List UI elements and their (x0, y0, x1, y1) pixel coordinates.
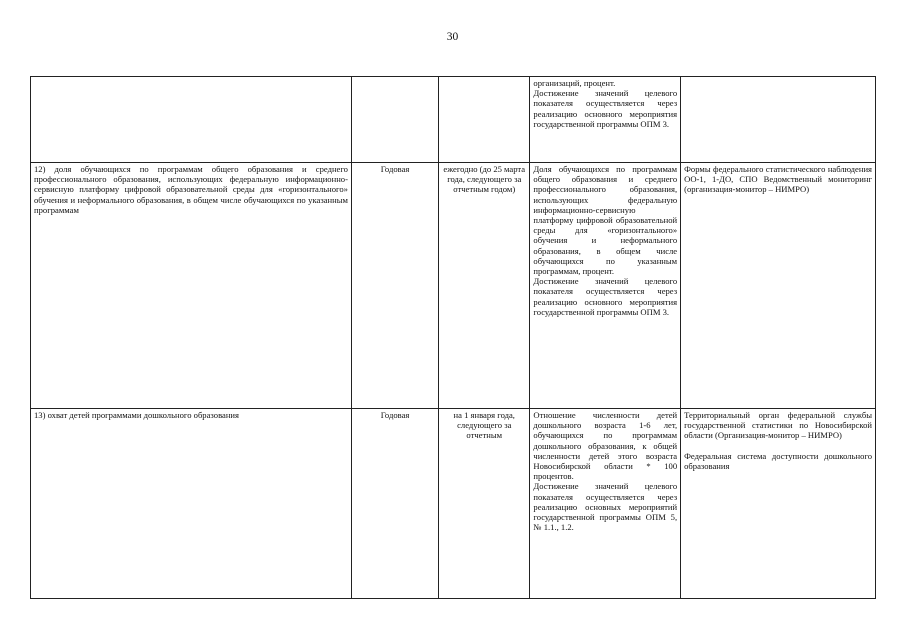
source-cell (681, 409, 876, 599)
method-text: Достижение значений целевого показателя осуществляется через реализацию основного мероприятия государственной программы ОПМ 3. (533, 88, 678, 129)
periodicity-cell: Годовая (351, 163, 438, 409)
table-row (31, 163, 876, 409)
indicators-table (30, 76, 876, 599)
page-number: 30 (446, 31, 459, 43)
deadline-cell (439, 77, 530, 163)
method-text: Доля обучающихся по программам общего образования и среднего профессионального образования, использующих федеральную информационно-сервисную платформу цифровой образовательной среды для «горизонтального» обучения и неформального образования, в общем числе обучающихся по указанным программам, процент. (533, 164, 678, 277)
method-cell (530, 77, 681, 163)
method-cell (530, 409, 681, 599)
source-text: Формы федерального статистического наблюдения ОО-1, 1-ДО, СПО Ведомственный мониторинг (организация-монитор – НИМРО) (684, 164, 872, 195)
source-cell (681, 77, 876, 163)
method-text: Достижение значений целевого показателя осуществляется через реализацию основных мероприятий государственной программы ОПМ 5, № 1.1., 1.2. (533, 481, 678, 533)
method-cell (530, 163, 681, 409)
periodicity-cell (351, 77, 438, 163)
source-text: Федеральная система доступности дошкольного образования (684, 450, 872, 471)
method-text: организаций, процент. (533, 78, 616, 88)
source-text: Территориальный орган федеральной службы государственной статистики по Новосибирской области (Организация-монитор – НИМРО) (684, 410, 872, 441)
indicator-cell (31, 77, 352, 163)
table-row (31, 409, 876, 599)
source-cell (681, 163, 876, 409)
periodicity-cell: Годовая (351, 409, 438, 599)
indicator-cell: 13) охват детей программами дошкольного образования (31, 409, 352, 599)
deadline-cell: на 1 января года, следующего за отчетным (439, 409, 530, 599)
method-text: Достижение значений целевого показателя осуществляется через реализацию основного мероприятия государственной программы ОПМ 3. (533, 276, 678, 317)
deadline-cell: ежегодно (до 25 марта года, следующего за отчетным годом) (439, 163, 530, 409)
method-text: Отношение численности детей дошкольного возраста 1-6 лет, обучающихся по программам дошкольного образования, к общей численности детей этого возраста Новосибирской области * 100 процентов. (533, 410, 678, 482)
table-row (31, 77, 876, 163)
indicator-cell: 12) доля обучающихся по программам общего образования и среднего профессионального образования, использующих федеральную информационно-сервисную платформу цифровой образовательной среды для «горизонтального» обучения и неформального образования, в общем числе обучающихся по указанным программам (31, 163, 352, 409)
